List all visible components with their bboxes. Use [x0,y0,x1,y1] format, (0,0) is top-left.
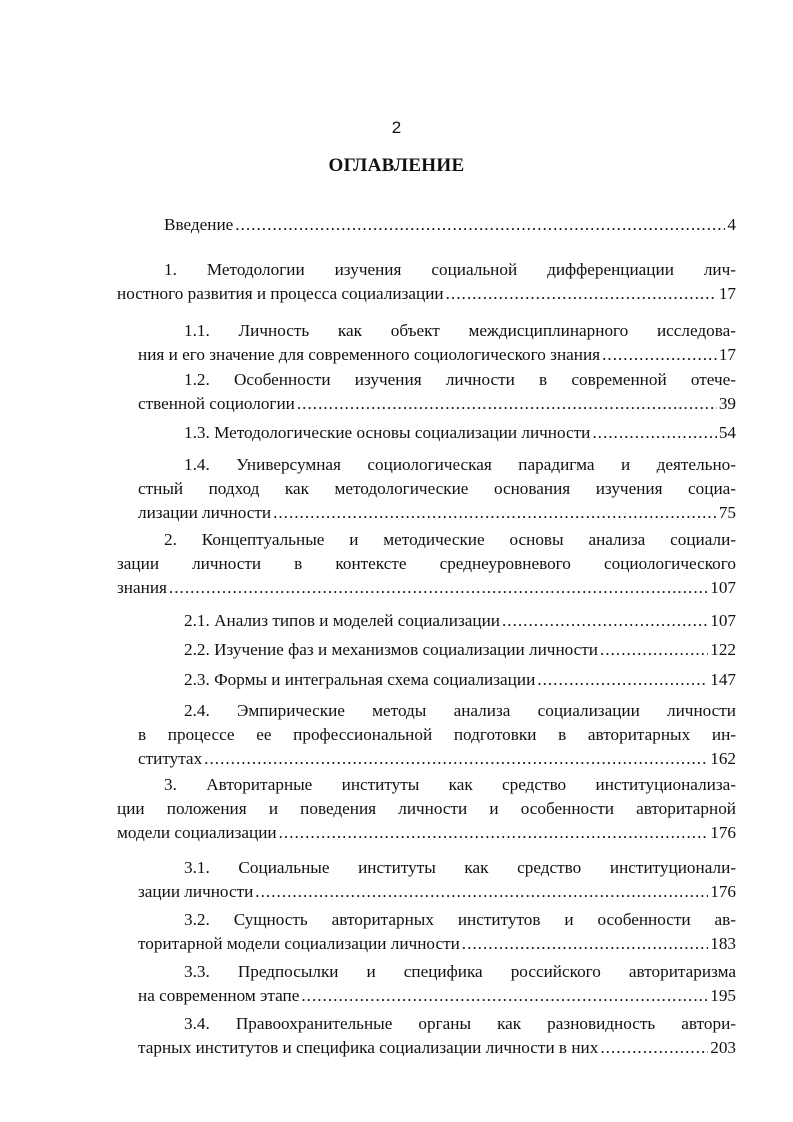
toc-entry-line: Введение [164,215,234,234]
toc-entry-line: торитарной модели социализации личности [138,934,460,953]
toc-entry [138,1012,736,1060]
toc-entry-line: 2.4. Эмпирические методы анализа социализации личности [184,701,736,720]
dot-leader [537,668,708,692]
toc-page-number: 183 [710,934,736,953]
toc-page-number: 107 [710,611,736,630]
toc-entry-line: 3.2. Сущность авторитарных институтов и особенности ав- [184,910,736,929]
toc-page-number: 4 [727,215,736,234]
dot-leader [600,638,708,662]
toc-entry-line: тарных институтов и специфика социализации личности в них [138,1038,599,1057]
toc-page-number: 17 [718,284,736,303]
toc-page-number: 122 [710,640,736,659]
toc-entry-line: ственной социологии [138,394,295,413]
toc-entry-line: 1.3. Методологические основы социализации личности [184,423,591,442]
page-number: 2 [391,118,402,137]
toc-entry-line: модели социализации [117,823,277,842]
toc-title: ОГЛАВЛЕНИЕ [328,155,465,176]
dot-leader [279,821,709,845]
toc-entry-line: ния и его значение для современного социологического знания [138,345,601,364]
toc-page-number: 54 [718,423,736,442]
toc-entry-line: 2.1. Анализ типов и моделей социализации [184,611,500,630]
toc-entry [117,773,736,845]
dot-leader [592,421,716,445]
toc-entry [138,908,736,956]
toc-entry-line: 3.3. Предпосылки и специфика российского авторитаризма [184,962,736,981]
toc-entry-line: 1.2. Особенности изучения личности в современной отече- [184,370,736,389]
toc-entry [184,668,736,692]
toc-entry [117,258,736,306]
dot-leader [297,392,717,416]
toc-entry [138,699,736,771]
toc-entry-line: 3.1. Социальные институты как средство институционали- [184,858,736,877]
toc-entry-line: зации личности [138,882,254,901]
dot-leader [600,1036,708,1060]
dot-leader [255,880,708,904]
dot-leader [235,213,725,237]
toc-entry-line: 2. Концептуальные и методические основы анализа социали- [164,530,736,549]
toc-entry-line: зации личности в контексте среднеуровневого социологического [117,554,736,573]
toc-page-number: 107 [710,578,736,597]
toc-entry [184,609,736,633]
toc-entry-line: 1.4. Универсумная социологическая парадигма и деятельно- [184,455,736,474]
toc-entry-line: 1. Методологии изучения социальной дифференциации лич- [164,260,736,279]
toc-entry [184,421,736,445]
toc-entry-line: в процессе ее профессиональной подготовки в авторитарных ин- [138,725,736,744]
toc-entry-line: 3.4. Правоохранительные органы как разновидность автори- [184,1014,736,1033]
toc-entry-line: стный подход как методологические основания изучения социа- [138,479,736,498]
toc-entry-line: ностного развития и процесса социализации [117,284,444,303]
toc-entry [138,453,736,525]
toc-page-number: 75 [718,503,736,522]
toc-entry [184,638,736,662]
toc-entry-line: на современном этапе [138,986,300,1005]
toc-page-number: 39 [718,394,736,413]
toc-entry [164,213,736,237]
toc-entry [117,528,736,600]
dot-leader [301,984,708,1008]
toc-entry-line: ститутах [138,749,203,768]
dot-leader [462,932,708,956]
toc-entry-line: лизации личности [138,503,272,522]
dot-leader [446,282,717,306]
toc-entry [138,368,736,416]
toc-entry [138,856,736,904]
dot-leader [204,747,708,771]
toc-entry-line: знания [117,578,167,597]
toc-page-number: 176 [710,882,736,901]
dot-leader [273,501,717,525]
dot-leader [602,343,717,367]
toc-entry-line: ции положения и поведения личности и особенности авторитарной [117,799,736,818]
toc-page-number: 147 [710,670,736,689]
toc-page-number: 195 [710,986,736,1005]
toc-entry [138,319,736,367]
toc-page-number: 17 [718,345,736,364]
toc-page-number: 162 [710,749,736,768]
toc-entry-line: 2.3. Формы и интегральная схема социализации [184,670,536,689]
toc-page-number: 203 [710,1038,736,1057]
dot-leader [502,609,708,633]
toc-entry-line: 1.1. Личность как объект междисциплинарного исследова- [184,321,736,340]
toc-page-number: 176 [710,823,736,842]
dot-leader [169,576,708,600]
toc-entry [138,960,736,1008]
toc-entry-line: 3. Авторитарные институты как средство институционализа- [164,775,736,794]
toc-entry-line: 2.2. Изучение фаз и механизмов социализации личности [184,640,599,659]
